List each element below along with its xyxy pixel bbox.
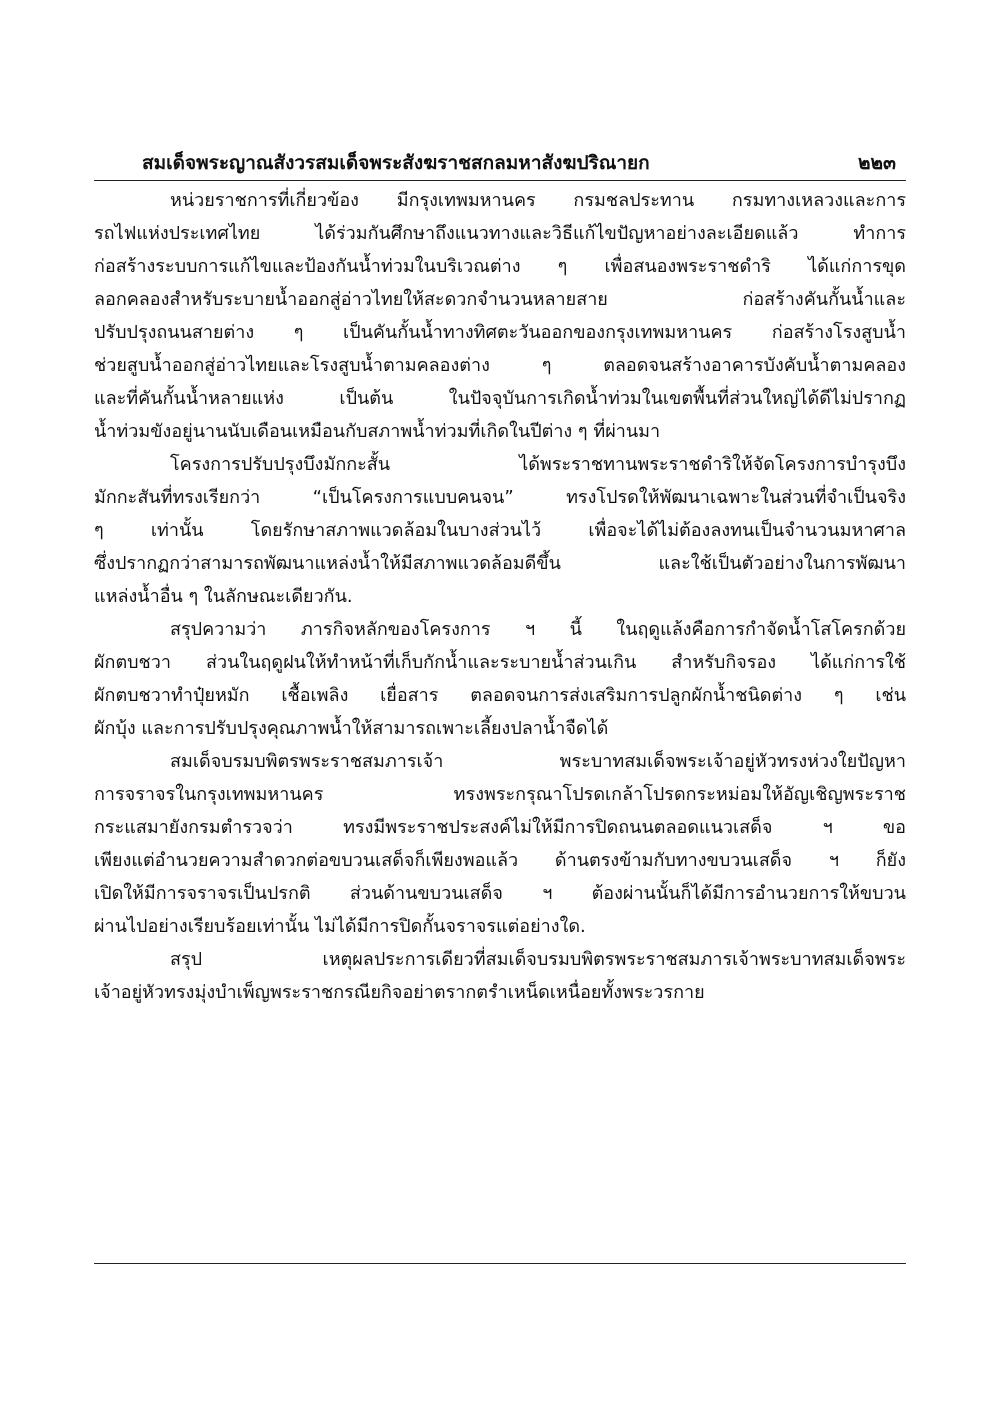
text-line: น้ำท่วมขังอยู่นานนับเดือนเหมือนกับสภาพน้ำท่วมที่เกิดในปีต่าง ๆ ที่ผ่านมา [94,421,661,442]
text-line: ช่วยสูบน้ำออกสู่อ่าวไทยและโรงสูบน้ำตามคลองต่าง ๆ ตลอดจนสร้างอาคารบังคับน้ำตามคลอง [94,355,906,376]
text-line: หน่วยราชการที่เกี่ยวข้อง มีกรุงเทพมหานคร กรมชลประทาน กรมทางเหลวงและการ [170,190,906,211]
text-line: สรุปความว่า ภารกิจหลักของโครงการ ฯ นี้ ในฤดูแล้งคือการกำจัดน้ำโสโครกด้วย [170,619,906,640]
text-line: และที่คันกั้นน้ำหลายแห่ง เป็นต้น ในปัจจุบันการเกิดน้ำท่วมในเขตพื้นที่ส่วนใหญ่ได้ดีไม่ปรากฏ [94,388,906,409]
text-line: เปิดให้มีการจราจรเป็นปรกติ ส่วนด้านขบวนเสด็จ ฯ ต้องผ่านนั้นก็ได้มีการอำนวยการให้ขบวน [94,883,906,904]
text-line: แหล่งน้ำอื่น ๆ ในลักษณะเดียวกัน. [94,586,353,607]
text-line: ผักบุ้ง และการปรับปรุงคุณภาพน้ำให้สามารถเพาะเลี้ยงปลาน้ำจืดได้ [94,718,609,739]
text-line: เจ้าอยู่หัวทรงมุ่งบำเพ็ญพระราชกรณียกิจอย่าตรากตรำเหน็ดเหนื่อยทั้งพระวรกาย [94,982,705,1003]
text-line: ลอกคลองสำหรับระบายน้ำออกสู่อ่าวไทยให้สะดวกจำนวนหลายสาย ก่อสร้างคันกั้นน้ำและ [94,289,906,310]
text-line: กระแสมายังกรมตำรวจว่า ทรงมีพระราชประสงค์ไม่ให้มีการปิดถนนตลอดแนวเสด็จ ฯ ขอ [94,817,906,838]
text-line: ซึ่งปรากฏกว่าสามารถพัฒนาแหล่งน้ำให้มีสภาพแวดล้อมดีขึ้น และใช้เป็นตัวอย่างในการพัฒนา [94,553,906,574]
text-line: รถไฟแห่งประเทศไทย ได้ร่วมกันศึกษาถึงแนวทางและวิธีแก้ไขปัญหาอย่างละเอียดแล้ว ทำการ [94,223,906,244]
text-line: ผักตบชวา ส่วนในฤดูฝนให้ทำหน้าที่เก็บกักน้ำและระบายน้ำส่วนเกิน สำหรับกิจรอง ได้แก่การใช้ [94,652,906,673]
text-line: ๆ เท่านั้น โดยรักษาสภาพแวดล้อมในบางส่วนไว้ เพื่อจะได้ไม่ต้องลงทนเป็นจำนวนมหาศาล [94,520,906,541]
paragraph [94,943,906,1009]
paragraph [94,745,906,943]
text-line: สมเด็จบรมบพิตรพระราชสมภารเจ้า พระบาทสมเด็จพระเจ้าอยู่หัวทรงห่วงใยปัญหา [170,751,906,772]
text-line: ผักตบชวาทำปุ๋ยหมัก เชื้อเพลิง เยื่อสาร ตลอดจนการส่งเสริมการปลูกผักน้ำชนิดต่าง ๆ เช่น [94,685,906,706]
page-number: ๒๒๓ [857,152,896,174]
footer-rule [94,1263,906,1264]
text-line: ปรับปรุงถนนสายต่าง ๆ เป็นคันกั้นน้ำทางทิศตะวันออกของกรุงเทพมหานคร ก่อสร้างโรงสูบน้ำ [94,322,906,343]
text-line: การจราจรในกรุงเทพมหานคร ทรงพระกรุณาโปรดเกล้าโปรดกระหม่อมให้อัญเชิญพระราช [94,784,906,805]
header-title: สมเด็จพระญาณสังวรสมเด็จพระสังฆราชสกลมหาสังฆปริณายก [142,152,650,174]
paragraph [94,613,906,745]
paragraph [94,448,906,613]
body-text [94,184,906,1009]
running-header [94,146,906,181]
text-line: ผ่านไปอย่างเรียบร้อยเท่านั้น ไม่ได้มีการปิดกั้นจราจรแต่อย่างใด. [94,916,586,937]
paragraph [94,184,906,448]
text-line: สรุป เหตุผลประการเดียวที่สมเด็จบรมบพิตรพระราชสมภารเจ้าพระบาทสมเด็จพระ [170,949,906,970]
text-line: เพียงแต่อำนวยความสำดวกต่อขบวนเสด็จก็เพียงพอแล้ว ด้านตรงข้ามกับทางขบวนเสด็จ ฯ ก็ยัง [94,850,906,871]
text-line: มักกะสันที่ทรงเรียกว่า “เป็นโครงการแบบคนจน” ทรงโปรดให้พัฒนาเฉพาะในส่วนที่จำเป็นจริง [94,487,906,508]
text-line: โครงการปรับปรุงบึงมักกะสั้น ได้พระราชทานพระราชดำริให้จัดโครงการบำรุงบึง [170,454,906,475]
text-line: ก่อสร้างระบบการแก้ไขและป้องกันน้ำท่วมในบริเวณต่าง ๆ เพื่อสนองพระราชดำริ ได้แก่การขุด [94,256,906,277]
